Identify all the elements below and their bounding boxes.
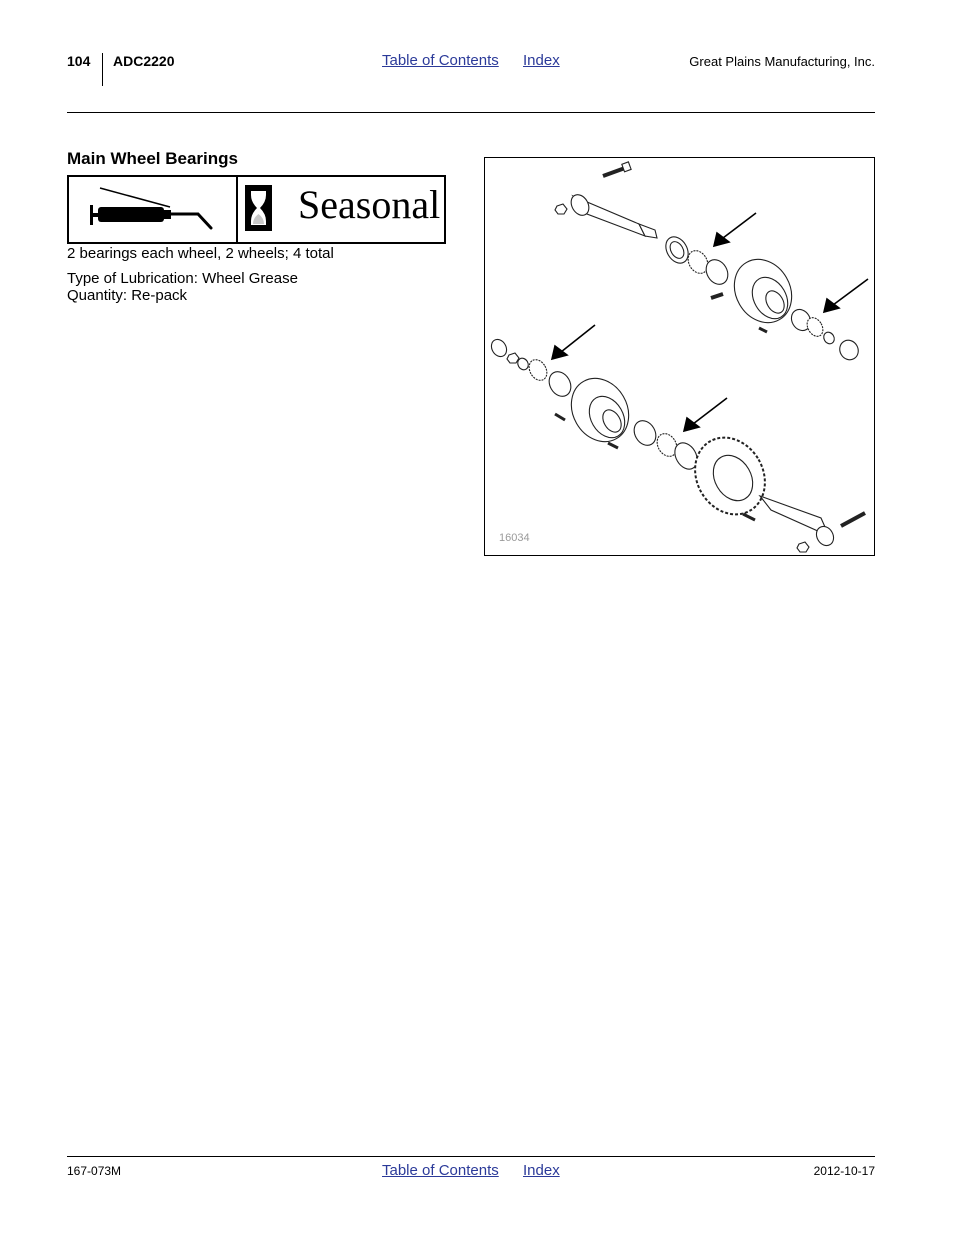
hourglass-icon [245, 185, 272, 231]
bearing-figure [484, 157, 875, 556]
model-name: ADC2220 [113, 53, 175, 69]
page-number: 104 [67, 53, 91, 69]
doc-number: 167-073M [67, 1164, 122, 1178]
figure-id: 16034 [499, 532, 530, 544]
footer-rule [67, 1156, 875, 1157]
grease-gun-icon [86, 185, 216, 231]
quantity-text: Quantity: Re-pack [67, 287, 188, 304]
bearing-count-text: 2 bearings each wheel, 2 wheels; 4 total [67, 245, 334, 262]
section-title: Main Wheel Bearings [67, 149, 238, 168]
lubrication-type-text: Type of Lubrication: Wheel Grease [67, 270, 298, 287]
exploded-hub-diagram [485, 158, 874, 555]
company-name: Great Plains Manufacturing, Inc. [689, 54, 875, 69]
header-index-link[interactable]: Index [523, 52, 560, 69]
doc-date: 2012-10-17 [813, 1164, 875, 1178]
header-rule [67, 112, 875, 113]
footer-toc-link[interactable]: Table of Contents [382, 1162, 499, 1179]
header-toc-link[interactable]: Table of Contents [382, 52, 499, 69]
interval-label: Seasonal [298, 182, 441, 227]
header-divider [102, 53, 103, 86]
footer-index-link[interactable]: Index [523, 1162, 560, 1179]
lubrication-box-divider [236, 177, 238, 242]
